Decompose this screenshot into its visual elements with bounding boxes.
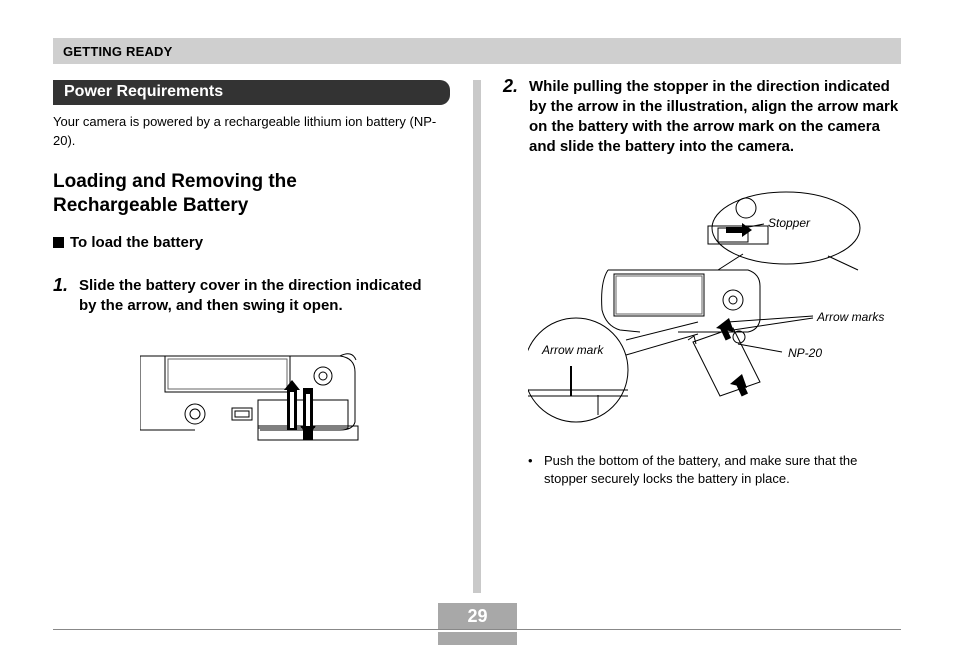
page-heading: Loading and Removing the Rechargeable Battery [53,171,297,216]
subheading-text: To load the battery [70,234,204,251]
arrow-marks-label: Arrow marks [817,310,885,324]
battery-cover-illustration [140,352,370,442]
arrow-mark-label: Arrow mark [542,343,604,357]
step-2-text: While pulling the stopper in the direction indicated by the arrow in the illustration, align the arrow mark on the battery with the arrow mark on the camera and slide the battery into the camera. [529,78,899,155]
chapter-label: GETTING READY [63,44,173,59]
bullet-dot: • [528,453,533,468]
square-bullet-icon [53,237,64,248]
battery-model-label: NP-20 [788,346,823,360]
stopper-label: Stopper [768,216,811,230]
header-bar [53,38,901,64]
intro-paragraph: Your camera is powered by a rechargeable lithium ion battery (NP-20). [53,114,437,148]
bullet-text: Push the bottom of the battery, and make sure that the stopper securely locks the battery in place. [544,453,858,486]
subheading [53,234,203,251]
step-1-number: 1. [53,275,69,295]
step-1-text: Slide the battery cover in the direction indicated by the arrow, and then swing it open. [79,277,422,314]
page-number: 29 [467,606,488,626]
section-title-bar [53,80,450,105]
page-number-box [438,603,517,645]
section-title: Power Requirements [64,83,224,100]
page-number-tab-base [438,632,517,645]
column-divider [473,80,481,593]
step-2-number: 2. [503,76,519,96]
